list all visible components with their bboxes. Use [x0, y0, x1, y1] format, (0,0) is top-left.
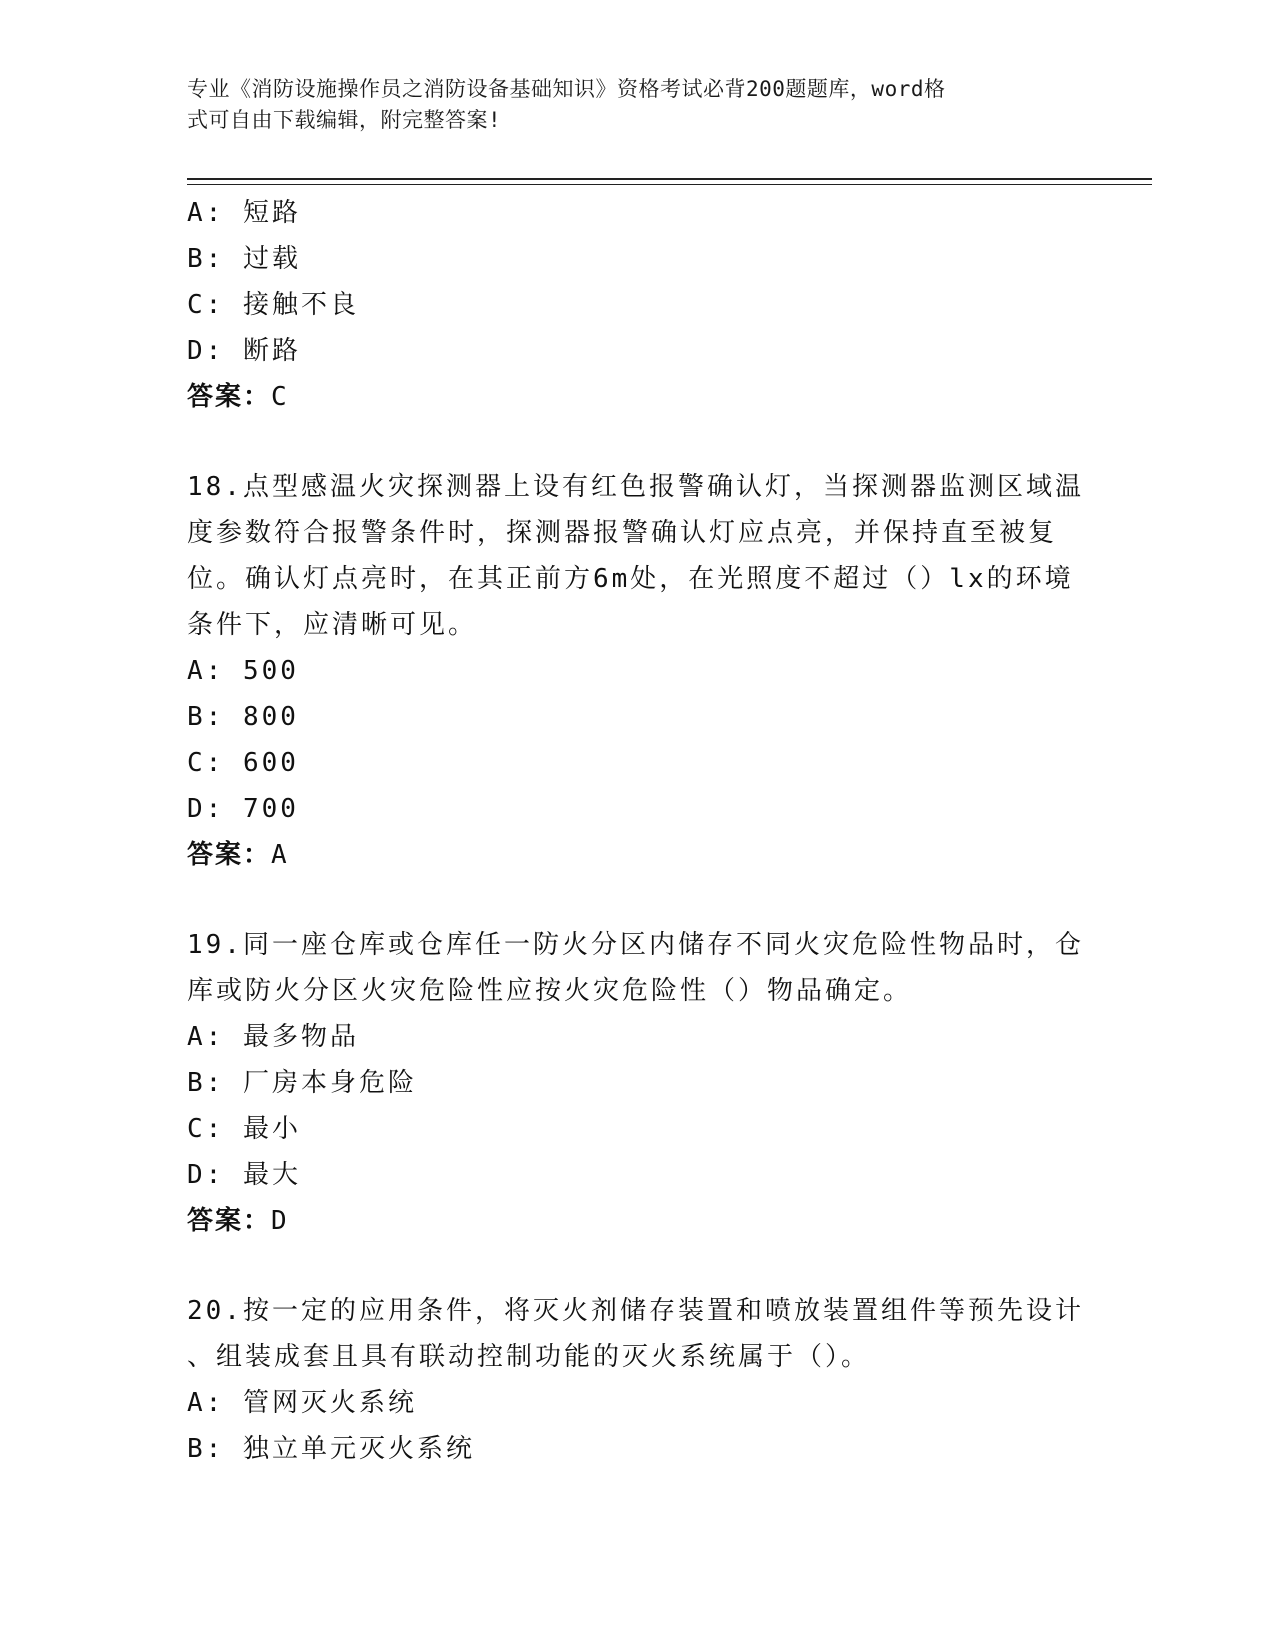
option-c: C: 接触不良: [187, 290, 359, 320]
answer-label: 答案：: [187, 840, 272, 870]
option-b: B: 厂房本身危险: [187, 1068, 417, 1098]
question-17: [187, 190, 1087, 420]
question-18: [187, 464, 1087, 878]
question-20: [187, 1288, 1087, 1472]
answer-value: A: [271, 840, 287, 870]
option-b: B: 过载: [187, 244, 301, 274]
option-a: A: 500: [187, 656, 299, 686]
document-header: [187, 74, 1067, 136]
header-title-line-1: 专业《消防设施操作员之消防设备基础知识》资格考试必背200题题库，word格: [187, 77, 946, 101]
answer-value: D: [271, 1206, 287, 1236]
header-title-line-2: 式可自由下载编辑，附完整答案!: [187, 108, 502, 132]
header-divider: [187, 178, 1152, 180]
answer-label: 答案：: [187, 382, 272, 412]
option-d: D: 断路: [187, 336, 301, 366]
option-c: C: 600: [187, 748, 299, 778]
option-a: A: 短路: [187, 198, 301, 228]
answer-line: [187, 1198, 1087, 1244]
option-d: D: 700: [187, 794, 299, 824]
question-stem: [187, 464, 1087, 648]
option-a: A: 最多物品: [187, 1022, 359, 1052]
option-b: B: 800: [187, 702, 299, 732]
option-d: D: 最大: [187, 1160, 301, 1190]
header-divider-thin: [187, 184, 1152, 185]
question-list: [187, 190, 1087, 1472]
answer-label: 答案：: [187, 1206, 272, 1236]
stem-line: 20.按一定的应用条件，将灭火剂储存装置和喷放装置组件等预先设计: [187, 1296, 1084, 1326]
stem-line: 19.同一座仓库或仓库任一防火分区内储存不同火灾危险性物品时，仓: [187, 930, 1084, 960]
question-stem: [187, 1288, 1087, 1380]
stem-line: 度参数符合报警条件时，探测器报警确认灯应点亮，并保持直至被复: [187, 518, 1058, 548]
question-stem: [187, 922, 1087, 1014]
answer-line: [187, 832, 1087, 878]
stem-line: 18.点型感温火灾探测器上设有红色报警确认灯，当探测器监测区域温: [187, 472, 1084, 502]
stem-line: 条件下，应清晰可见。: [187, 610, 478, 640]
question-19: [187, 922, 1087, 1244]
answer-line: [187, 374, 1087, 420]
option-a: A: 管网灭火系统: [187, 1388, 417, 1418]
option-b: B: 独立单元灭火系统: [187, 1434, 475, 1464]
stem-line: 、组装成套且具有联动控制功能的灭火系统属于（）。: [187, 1342, 871, 1372]
option-c: C: 最小: [187, 1114, 301, 1144]
stem-line: 位。确认灯点亮时，在其正前方6m处，在光照度不超过（）lx的环境: [187, 564, 1074, 594]
answer-value: C: [271, 382, 287, 412]
stem-line: 库或防火分区火灾危险性应按火灾危险性（）物品确定。: [187, 976, 913, 1006]
